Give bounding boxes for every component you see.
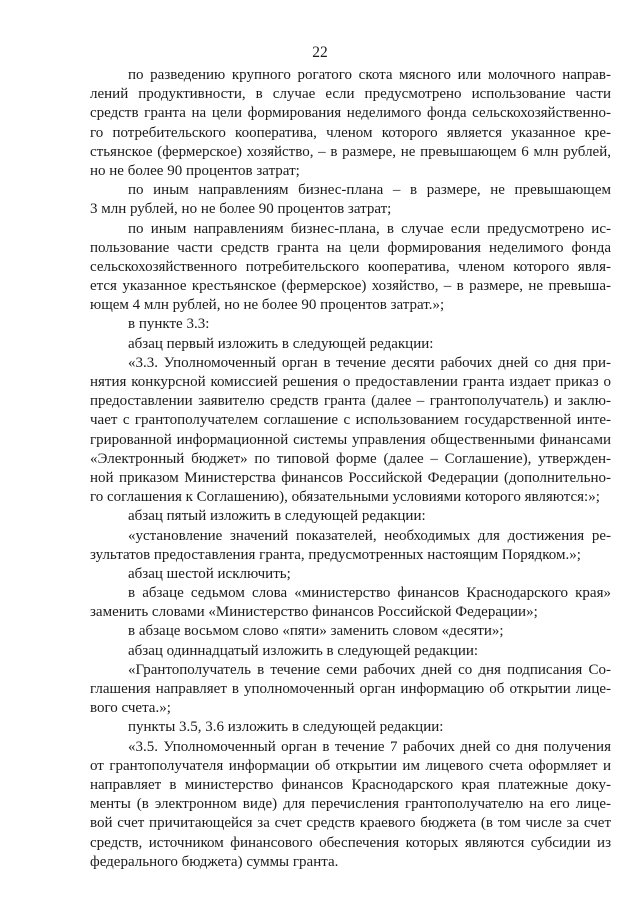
text-line: вого счета.»; [90, 700, 171, 717]
text-line: абзац шестой исключить; [128, 565, 291, 582]
text-line: по иным направлениям бизнес-плана – в размере, не превышающем [128, 182, 611, 199]
text-line: «установление значений показателей, необходимых для достижения ре- [128, 527, 611, 544]
text-line: ной приказом Министерства финансов Российской Федерации (дополнительно- [90, 469, 611, 486]
text-line: ющем 4 млн рублей, но не более 90 процентов затрат.»; [90, 297, 445, 314]
text-line: но не более 90 процентов затрат; [90, 162, 300, 179]
text-line: 3 млн рублей, но не более 90 процентов затрат; [90, 201, 392, 218]
text-line: пункты 3.5, 3.6 изложить в следующей редакции: [128, 719, 444, 736]
text-line: вой счет причитающейся за счет средств краевого бюджета (в том числе за счет [90, 815, 611, 832]
text-line: по иным направлениям бизнес-плана, в случае если предусмотрено ис- [128, 220, 611, 237]
text-line: зультатов предоставления гранта, предусмотренных настоящим Порядком.»; [90, 546, 581, 563]
text-line: направляет в министерство финансов Краснодарского края платежные доку- [90, 776, 611, 793]
text-line: абзац пятый изложить в следующей редакции: [128, 508, 426, 525]
text-line: в абзаце восьмом слово «пяти» заменить словом «десяти»; [128, 623, 504, 640]
text-line: го потребительского кооператива, членом которого является указанное кре- [90, 124, 611, 141]
text-line: «Грантополучатель в течение семи рабочих дней со дня подписания Со- [128, 661, 611, 678]
text-line: предоставлении заявителю средств гранта (далее – грантополучатель) и заклю- [90, 393, 611, 410]
text-line: лений продуктивности, в случае если предусмотрено использование части [90, 86, 611, 103]
text-line: средств, источником финансового обеспечения которых являются субсидии из [90, 834, 611, 851]
text-line: менты (в электронном виде) для перечисления грантополучателю на его лице- [90, 796, 611, 813]
text-line: «Электронный бюджет» по типовой форме (далее – Соглашение), утвержден- [90, 450, 611, 467]
text-line: федерального бюджета) суммы гранта. [90, 853, 339, 870]
text-line: от грантополучателя информации об открытии им лицевого счета оформляет и [90, 757, 611, 774]
text-line: го соглашения к Соглашению), обязательными условиями которого являются:»; [90, 489, 600, 506]
text-line: в абзаце седьмом слова «министерство финансов Краснодарского края» [128, 585, 611, 602]
text-line: сельскохозяйственного потребительского кооператива, членом которого явля- [90, 258, 611, 275]
text-line: нятия конкурсной комиссией решения о предоставлении гранта издает приказ о [90, 374, 611, 390]
document-body [90, 66, 611, 872]
text-line: стьянское (фермерское) хозяйство, – в размере, не превышающем 6 млн рублей, [90, 143, 611, 160]
text-line: абзац первый изложить в следующей редакции: [128, 335, 434, 352]
text-line: пользование части средств гранта на цели формирования неделимого фонда [90, 239, 611, 256]
text-line: абзац одиннадцатый изложить в следующей редакции: [128, 642, 479, 659]
text-line: «3.3. Уполномоченный орган в течение десяти рабочих дней со дня при- [128, 354, 611, 371]
text-line: по разведению крупного рогатого скота мясного или молочного направ- [128, 67, 611, 83]
text-line: глашения направляет в уполномоченный орган информацию об открытии лице- [90, 681, 611, 697]
text-line: заменить словами «Министерство финансов Российской Федерации»; [90, 604, 538, 621]
text-line: средств гранта на цели формирования неделимого фонда сельскохозяйственно- [90, 105, 611, 122]
text-line: чает с грантополучателем соглашение с использованием государственной инте- [90, 412, 611, 429]
text-line: в пункте 3.3: [128, 316, 210, 333]
page-number: 22 [312, 44, 328, 61]
text-line: «3.5. Уполномоченный орган в течение 7 рабочих дней со дня получения [128, 738, 611, 755]
text-line: ется указанное крестьянское (фермерское) хозяйство, – в размере, не превыша- [90, 278, 611, 295]
text-line: грированной информационной системы управления общественными финансами [90, 431, 611, 448]
